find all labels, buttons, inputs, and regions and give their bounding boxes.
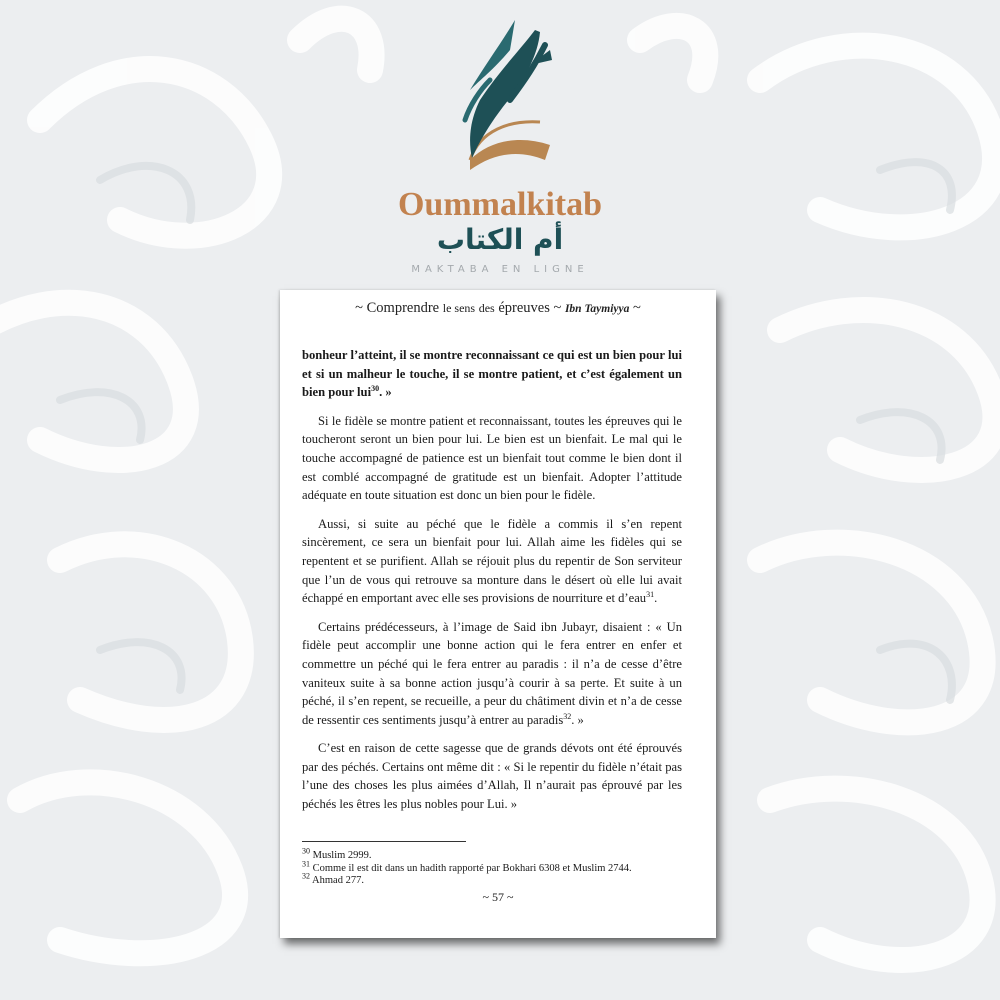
book-page	[280, 290, 716, 938]
header-tilde-sep: ~	[553, 300, 562, 316]
running-head	[280, 300, 716, 317]
page-number: ~ 57 ~	[482, 890, 514, 904]
footnote-ref-32: 32	[563, 711, 572, 721]
footnote-divider	[302, 841, 466, 842]
header-author: Ibn Taymiyya	[564, 303, 630, 315]
header-title-word-1: Comprendre	[366, 300, 440, 316]
footnotes	[302, 846, 692, 888]
header-tilde-close: ~	[633, 300, 641, 316]
paragraph-1: bonheur l’atteint, il se montre reconnaissant ce qui est un bien pour lui et si un malheur le touche, il se montre patient, et c’est également un bien pour lui$^{30}$. »	[302, 348, 682, 400]
quill-book-logo-icon	[440, 10, 560, 180]
header-title-word-3: des	[478, 301, 495, 315]
paragraph-5: C’est en raison de cette sagesse que de grands dévots ont été éprouvés par des péchés. Certains ont même dit : « Si le repentir du fidèle n’était pas l’une des choses les plus aimées d’Allah, Il n’aurait pas éprouvé par les péchés les êtres les plus nobles pour Lui. »	[302, 741, 682, 812]
paragraph-4: Certains prédécesseurs, à l’image de Said ibn Jubayr, disaient : « Un fidèle peut accomplir une bonne action qui le fera entrer en enfer et commettre un péché qui le fera entrer au paradis : il n’a de cesse d’être vaniteux suite à sa bonne action jusqu’à courir à sa perte. Et suite à un péché, il s’en repent, se recueille, a peur du châtiment divin et n’a de cesse de ressentir ces sentiments jusqu’à entrer au paradis$^{32}$. »	[302, 619, 682, 727]
header-tilde-open: ~	[355, 300, 363, 316]
paragraph-3: Aussi, si suite au péché que le fidèle a commis il s’en repent sincèrement, ce sera un bienfait pour lui. Allah aime les fidèles qui se repentent et se purifient. Allah se réjouit plus du repentir de Son serviteur que l’un de vous qui retrouve sa monture dans le désert où elle lui avait échappé en emportant avec elle ses provisions de nourriture et d’eau$^{31}$.	[302, 516, 682, 606]
brand-name-latin: Oummalkitab	[397, 186, 603, 223]
site-logo[interactable]	[380, 10, 620, 280]
brand-name-arabic: أم الكتاب	[436, 223, 564, 256]
footnote-item: $^{30}$ Muslim 2999.	[302, 846, 372, 861]
footnote-ref-31: 31	[646, 589, 655, 599]
footnote-item: $^{31}$ Comme il est dit dans un hadith rapporté par Bokhari 6308 et Muslim 2744.	[302, 859, 632, 874]
brand-tagline: MAKTABA EN LIGNE	[411, 264, 589, 275]
body-text	[302, 346, 682, 824]
paragraph-2: Si le fidèle se montre patient et reconnaissant, toutes les épreuves qui le toucheront seront un bien pour lui. Le bien est un bienfait. Le mal qui le touche accompagné de patience est un bienfait tout comme le bien dont il est comblé accompagné de gratitude est un bienfait. Adopter l’attitude adéquate en toute situation est donc un bien pour le fidèle.	[302, 413, 682, 503]
header-title-word-4: épreuves	[498, 300, 550, 316]
footnote-ref-30: 30	[371, 384, 380, 393]
footnote-item: $^{32}$ Ahmad 277.	[302, 871, 364, 886]
header-title-word-2: le sens	[442, 301, 476, 315]
